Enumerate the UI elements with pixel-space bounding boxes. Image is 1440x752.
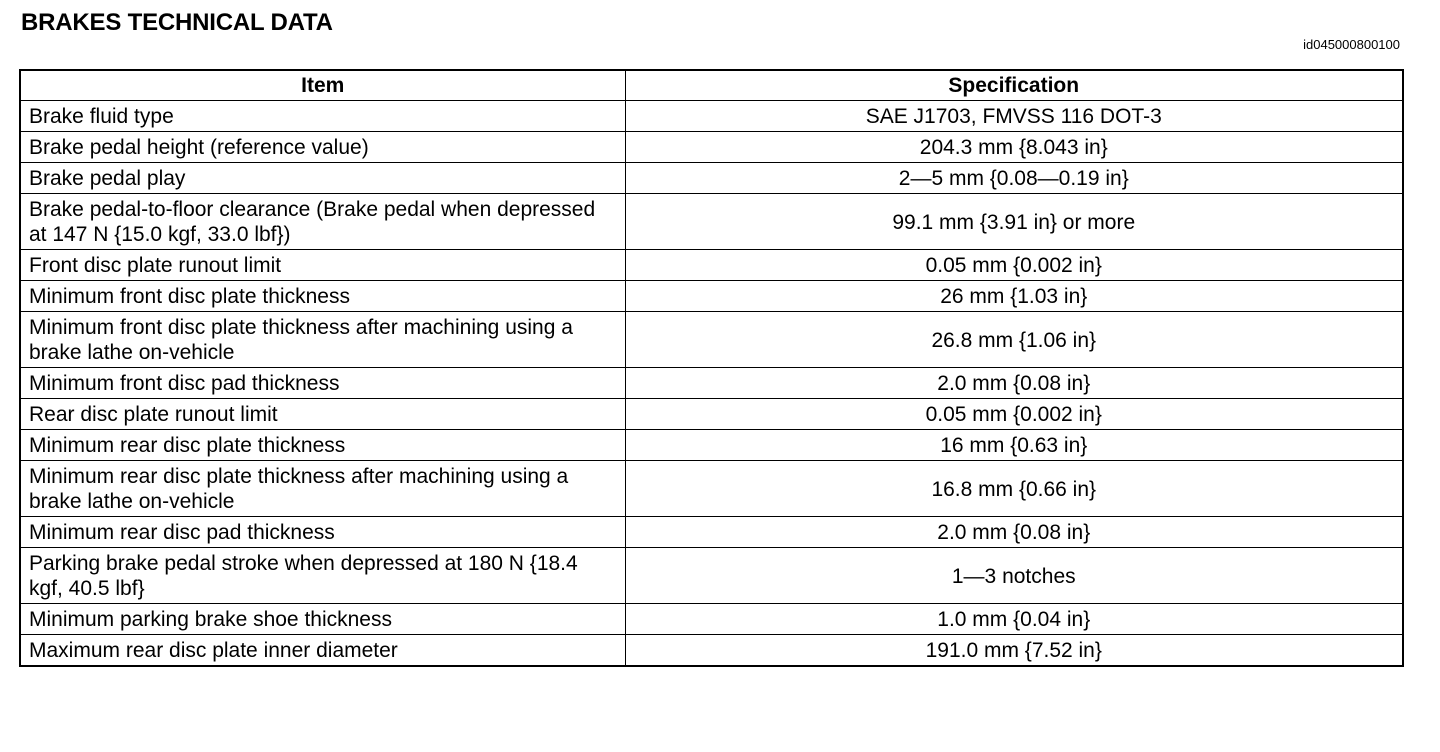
table-row xyxy=(20,101,1403,132)
item-cell: Maximum rear disc plate inner diameter xyxy=(20,635,625,667)
item-cell: Minimum rear disc plate thickness after machining using a brake lathe on-vehicle xyxy=(20,461,625,517)
item-cell: Brake fluid type xyxy=(20,101,625,132)
document-id: id045000800100 xyxy=(1303,37,1400,52)
specification-cell: 1—3 notches xyxy=(625,548,1403,604)
item-cell: Rear disc plate runout limit xyxy=(20,399,625,430)
item-cell: Brake pedal-to-floor clearance (Brake pedal when depressed at 147 N {15.0 kgf, 33.0 lbf}) xyxy=(20,194,625,250)
table-row xyxy=(20,163,1403,194)
table-row xyxy=(20,517,1403,548)
table-header-row xyxy=(20,70,1403,101)
table-row xyxy=(20,461,1403,517)
item-cell: Minimum front disc plate thickness xyxy=(20,281,625,312)
specification-cell: 204.3 mm {8.043 in} xyxy=(625,132,1403,163)
specification-cell: SAE J1703, FMVSS 116 DOT-3 xyxy=(625,101,1403,132)
table-row xyxy=(20,281,1403,312)
item-cell: Minimum front disc plate thickness after machining using a brake lathe on-vehicle xyxy=(20,312,625,368)
item-cell: Minimum front disc pad thickness xyxy=(20,368,625,399)
table-row xyxy=(20,312,1403,368)
specification-cell: 0.05 mm {0.002 in} xyxy=(625,399,1403,430)
specification-cell: 26.8 mm {1.06 in} xyxy=(625,312,1403,368)
page-title: BRAKES TECHNICAL DATA xyxy=(21,9,333,36)
specification-cell: 1.0 mm {0.04 in} xyxy=(625,604,1403,635)
specification-cell: 0.05 mm {0.002 in} xyxy=(625,250,1403,281)
table-row xyxy=(20,430,1403,461)
brakes-spec-table xyxy=(19,69,1404,667)
specification-cell: 16.8 mm {0.66 in} xyxy=(625,461,1403,517)
specification-cell: 26 mm {1.03 in} xyxy=(625,281,1403,312)
item-cell: Minimum parking brake shoe thickness xyxy=(20,604,625,635)
table-row xyxy=(20,399,1403,430)
item-cell: Front disc plate runout limit xyxy=(20,250,625,281)
specification-cell: 191.0 mm {7.52 in} xyxy=(625,635,1403,667)
item-cell: Brake pedal height (reference value) xyxy=(20,132,625,163)
table-row xyxy=(20,194,1403,250)
table-row xyxy=(20,604,1403,635)
table-row xyxy=(20,368,1403,399)
specification-cell: 2.0 mm {0.08 in} xyxy=(625,368,1403,399)
specification-cell: 2—5 mm {0.08—0.19 in} xyxy=(625,163,1403,194)
table-row xyxy=(20,548,1403,604)
table-row xyxy=(20,635,1403,667)
item-cell: Minimum rear disc plate thickness xyxy=(20,430,625,461)
specification-cell: 99.1 mm {3.91 in} or more xyxy=(625,194,1403,250)
table-row xyxy=(20,132,1403,163)
item-cell: Minimum rear disc pad thickness xyxy=(20,517,625,548)
table-row xyxy=(20,250,1403,281)
specification-cell: 2.0 mm {0.08 in} xyxy=(625,517,1403,548)
column-header-item: Item xyxy=(20,70,625,101)
item-cell: Brake pedal play xyxy=(20,163,625,194)
specification-cell: 16 mm {0.63 in} xyxy=(625,430,1403,461)
item-cell: Parking brake pedal stroke when depressed at 180 N {18.4 kgf, 40.5 lbf} xyxy=(20,548,625,604)
column-header-specification: Specification xyxy=(625,70,1403,101)
